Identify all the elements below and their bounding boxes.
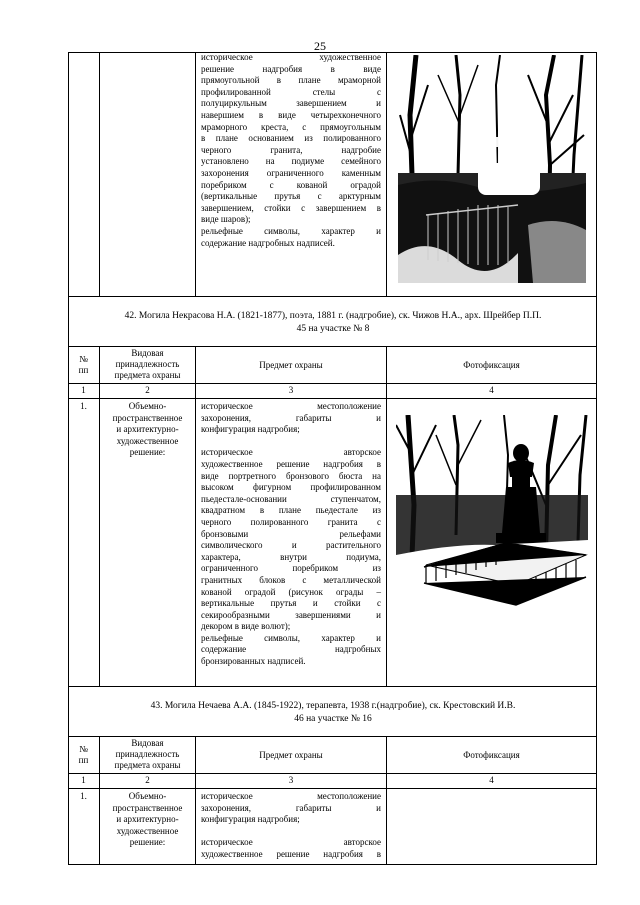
section-42-title: 42. Могила Некрасова Н.А. (1821-1877), поэта, 1881 г. (надгробие), ск. Чижов Н.А., арх. Шрейбер П.П. 45 на участке № 8	[124, 311, 542, 334]
column-index-2: 2	[145, 775, 150, 785]
page-number: 25	[314, 39, 326, 53]
row-protection-text: историческое местоположение захоронения, габариты и конфигурация надгробия; историческое авторское художественное решение надгробия в	[201, 791, 381, 859]
header-photo: Фотофиксация	[463, 750, 520, 760]
column-index-3: 3	[288, 775, 294, 785]
row-type: Объемно- пространственное и архитектурно- художественное решение:	[112, 791, 183, 847]
grave-photo-nekrasov	[396, 415, 588, 608]
header-number: № пп	[78, 744, 89, 765]
grave-photo-continuation	[398, 55, 586, 283]
header-photo: Фотофиксация	[463, 360, 520, 370]
column-index-3: 3	[288, 385, 294, 395]
section-43-title: 43. Могила Нечаева А.А. (1845-1922), терапевта, 1938 г.(надгробие), ск. Крестовский И.В. 46 на участке № 16	[150, 701, 516, 724]
column-index-1: 1	[81, 385, 86, 395]
protection-table	[68, 52, 597, 865]
table-border-right	[596, 52, 597, 865]
column-index-2: 2	[145, 385, 150, 395]
row-protection-text: историческое местоположение захоронения, габариты и конфигурация надгробия; историческое авторское художественное решение надгробия в виде портретного бронзового бюста на высоком фигурном профилированном пьедестале-основании ступенчатом, квадратном в плане пьедестале из черного полированного гранита с бронзовыми рельефами символического и растительного характера, внутри подиума, ограниченного поребриком из гранитных блоков с металлической кованой оградой (рисунок ограды – вертикальные прутья и стойки с секирообразными завершениями и декором в виде волют); рельефные символы, характер и содержание надгробных бронзированных надписей.	[201, 401, 381, 667]
header-type: Видовая принадлежность предмета охраны	[114, 348, 181, 380]
column-index-4: 4	[489, 385, 494, 395]
continuation-protection-text: историческое художественное решение надгробия в виде прямоугольной в плане мраморной профилированной стелы с полуциркульным завершением и навершием в виде четырехконечного мраморного креста, с прямоугольным в плане основанием из полированного черного гранита, надгробие установлено на подиуме семейного захоронения ограниченного каменным поребриком с кованой оградой (вертикальные прутья с арктурным завершением, стойки с завершением в виде шаров); рельефные символы, характер и содержание надгробных надписей.	[201, 52, 381, 248]
row-type: Объемно- пространственное и архитектурно- художественное решение:	[112, 401, 183, 457]
header-protection: Предмет охраны	[259, 360, 323, 370]
header-number: № пп	[78, 354, 89, 375]
row-number: 1.	[80, 401, 87, 411]
header-type: Видовая принадлежность предмета охраны	[114, 738, 181, 770]
row-number: 1.	[80, 791, 87, 801]
column-index-1: 1	[81, 775, 86, 785]
column-index-4: 4	[489, 775, 494, 785]
header-protection: Предмет охраны	[259, 750, 323, 760]
